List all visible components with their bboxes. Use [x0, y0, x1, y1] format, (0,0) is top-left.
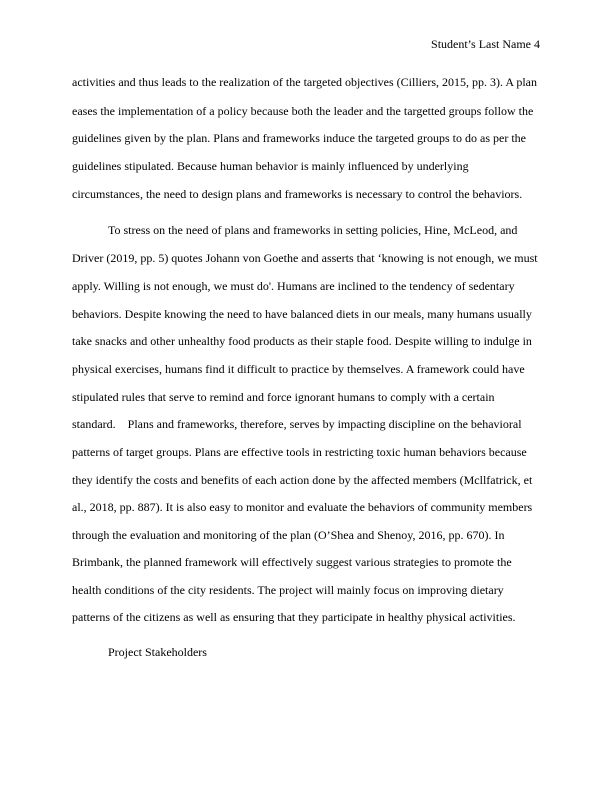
body-line: they identify the costs and benefits of each action done by the affected members (Mcllfatrick, et [72, 473, 533, 487]
body-line: guidelines given by the plan. Plans and frameworks induce the targeted groups to do as per the [72, 131, 526, 145]
body-line: eases the implementation of a policy because both the leader and the targetted groups follow the [72, 104, 534, 118]
body-line: behaviors. Despite knowing the need to have balanced diets in our meals, many humans usually [72, 307, 532, 321]
paragraph-first-line: To stress on the need of plans and frameworks in setting policies, Hine, McLeod, and [108, 223, 518, 237]
body-line: standard. Plans and frameworks, therefore, serves by impacting discipline on the behavioral [72, 417, 522, 431]
body-line: Brimbank, the planned framework will effectively suggest various strategies to promote the [72, 555, 512, 569]
body-line: health conditions of the city residents. The project will mainly focus on improving dietary [72, 583, 504, 597]
body-line: Driver (2019, pp. 5) quotes Johann von Goethe and asserts that ‘knowing is not enough, we must [72, 251, 538, 265]
body-line: apply. Willing is not enough, we must do'. Humans are inclined to the tendency of sedentary [72, 279, 515, 293]
body-line: physical exercises, humans find it difficult to practice by themselves. A framework could have [72, 362, 525, 376]
body-line: guidelines stipulated. Because human behavior is mainly influenced by underlying [72, 159, 469, 173]
body-line: activities and thus leads to the realization of the targeted objectives (Cilliers, 2015, pp. 3). A plan [72, 75, 537, 89]
running-head: Student’s Last Name 4 [431, 37, 540, 51]
body-line: stipulated rules that serve to remind and force ignorant humans to comply with a certain [72, 390, 495, 404]
body-line: patterns of target groups. Plans are effective tools in restricting toxic human behaviors because [72, 445, 527, 459]
body-line: through the evaluation and monitoring of the plan (O’Shea and Shenoy, 2016, pp. 670). In [72, 528, 505, 542]
body-line: circumstances, the need to design plans and frameworks is necessary to control the behaviors. [72, 187, 523, 201]
body-line: al., 2018, pp. 887). It is also easy to monitor and evaluate the behaviors of community members [72, 500, 533, 514]
body-line: patterns of the citizens as well as ensuring that they participate in healthy physical activities. [72, 610, 516, 624]
section-heading: Project Stakeholders [108, 645, 207, 659]
body-line: take snacks and other unhealthy food products as their staple food. Despite willing to indulge in [72, 334, 532, 348]
